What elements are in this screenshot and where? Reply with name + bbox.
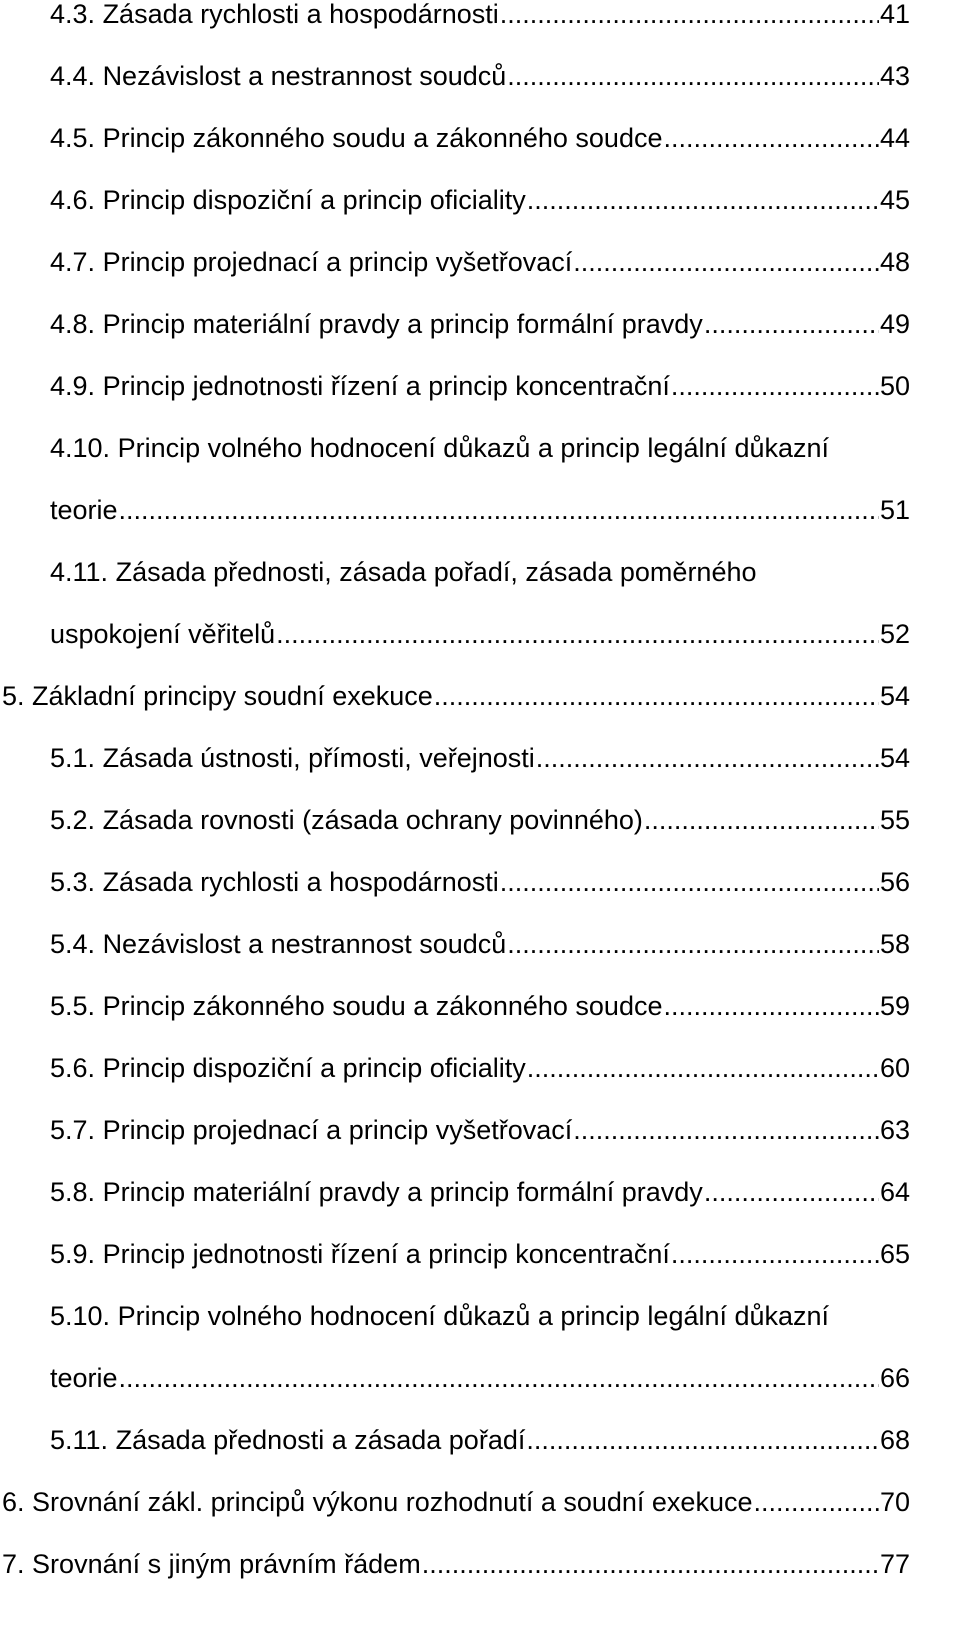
toc-title: Základní principy soudní exekuce: [32, 681, 433, 711]
toc-title: Zásada přednosti, zásada pořadí, zásada poměrného: [115, 557, 757, 587]
toc-leader: [276, 614, 879, 654]
toc-page: 54: [879, 743, 910, 773]
toc-leader: [527, 180, 879, 220]
toc-title: Srovnání s jiným právním řádem: [32, 1549, 421, 1579]
toc-entry[interactable]: [50, 56, 910, 96]
toc-title: Zásada přednosti a zásada pořadí: [115, 1425, 526, 1455]
toc-leader: [507, 56, 879, 96]
toc-leader: [663, 986, 878, 1026]
toc-leader: [671, 366, 879, 406]
toc-leader: [119, 490, 879, 530]
toc-entry[interactable]: [50, 118, 910, 158]
toc-number: 5.8.: [50, 1177, 96, 1207]
toc-number: 7.: [2, 1549, 25, 1579]
toc-number: 5.2.: [50, 805, 96, 835]
toc-entry[interactable]: [50, 924, 910, 964]
toc-number: 5.: [2, 681, 25, 711]
toc-title: Princip zákonného soudu a zákonného soudce: [102, 123, 663, 153]
toc-title: Princip projednací a princip vyšetřovací: [102, 247, 573, 277]
toc-leader: [573, 1110, 879, 1150]
toc-number: 5.11.: [50, 1425, 109, 1455]
toc-entry[interactable]: [50, 1172, 910, 1212]
toc-page: 59: [879, 991, 910, 1021]
toc-entry[interactable]: [50, 304, 910, 344]
toc-number: 4.11.: [50, 557, 109, 587]
toc-number: 6.: [2, 1487, 25, 1517]
toc-number: 5.3.: [50, 867, 96, 897]
toc-page: 51: [879, 495, 910, 525]
toc-entry[interactable]: [2, 1482, 910, 1522]
toc-title: Princip zákonného soudu a zákonného soudce: [102, 991, 663, 1021]
toc-title: Princip dispoziční a princip oficiality: [102, 185, 526, 215]
toc-entry-line2[interactable]: [50, 614, 910, 654]
toc-title: Nezávislost a nestrannost soudců: [102, 929, 507, 959]
toc-title: Princip volného hodnocení důkazů a princip legální důkazní: [117, 433, 830, 463]
toc-leader: [422, 1544, 879, 1584]
toc-page: 45: [879, 185, 910, 215]
toc-leader: [500, 0, 879, 34]
toc-entry[interactable]: [50, 366, 910, 406]
toc-page: 70: [879, 1487, 910, 1517]
toc-entry[interactable]: [50, 0, 910, 34]
toc-number: 5.7.: [50, 1115, 96, 1145]
toc-page: 64: [879, 1177, 910, 1207]
toc-number: 5.6.: [50, 1053, 96, 1083]
toc-page: 54: [879, 681, 910, 711]
toc-leader: [663, 118, 878, 158]
toc-entry-line2[interactable]: [50, 1358, 910, 1398]
toc-title: Princip volného hodnocení důkazů a princip legální důkazní: [117, 1301, 830, 1331]
toc-number: 5.9.: [50, 1239, 96, 1269]
toc-entry-line1[interactable]: [50, 428, 910, 468]
toc-page: 65: [879, 1239, 910, 1269]
toc-title-cont: teorie: [50, 1363, 118, 1393]
toc-page: 50: [879, 371, 910, 401]
toc-leader: [753, 1482, 878, 1522]
toc-entry[interactable]: [50, 1234, 910, 1274]
toc-title: Srovnání zákl. principů výkonu rozhodnutí a soudní exekuce: [32, 1487, 753, 1517]
toc-number: 5.5.: [50, 991, 96, 1021]
toc-leader: [573, 242, 879, 282]
toc-entry[interactable]: [50, 242, 910, 282]
toc-title-cont: uspokojení věřitelů: [50, 619, 276, 649]
toc-title: Zásada ústnosti, přímosti, veřejnosti: [102, 743, 535, 773]
toc-leader: [704, 304, 879, 344]
toc-title: Nezávislost a nestrannost soudců: [102, 61, 507, 91]
toc-title: Princip materiální pravdy a princip formální pravdy: [102, 309, 703, 339]
toc-title: Princip projednací a princip vyšetřovací: [102, 1115, 573, 1145]
toc-leader: [500, 862, 879, 902]
toc-entry-line1[interactable]: [50, 552, 910, 592]
toc-number: 4.8.: [50, 309, 96, 339]
toc-number: 4.9.: [50, 371, 96, 401]
toc-number: 4.6.: [50, 185, 96, 215]
toc-number: 4.5.: [50, 123, 96, 153]
toc-page: 56: [879, 867, 910, 897]
toc-entry[interactable]: [50, 738, 910, 778]
toc-page: 60: [879, 1053, 910, 1083]
toc-leader: [119, 1358, 879, 1398]
toc-entry[interactable]: [2, 676, 910, 716]
toc-page: 58: [879, 929, 910, 959]
toc-title: Princip materiální pravdy a princip formální pravdy: [102, 1177, 703, 1207]
toc-leader: [644, 800, 879, 840]
toc-entry-line1[interactable]: [50, 1296, 910, 1336]
toc-entry[interactable]: [50, 1048, 910, 1088]
toc-number: 4.7.: [50, 247, 96, 277]
toc-number: 4.10.: [50, 433, 111, 463]
toc-number: 5.1.: [50, 743, 96, 773]
toc-page: 48: [879, 247, 910, 277]
toc-page: 41: [879, 0, 910, 29]
toc-page: 68: [879, 1425, 910, 1455]
toc-entry[interactable]: [50, 1110, 910, 1150]
toc-number: 4.4.: [50, 61, 96, 91]
toc-page: 43: [879, 61, 910, 91]
toc-leader: [507, 924, 879, 964]
toc-entry[interactable]: [50, 800, 910, 840]
toc-page: 66: [879, 1363, 910, 1393]
toc-number: 4.3.: [50, 0, 96, 29]
toc-page: 49: [879, 309, 910, 339]
toc-title: Princip jednotnosti řízení a princip koncentrační: [102, 1239, 670, 1269]
toc-number: 5.10.: [50, 1301, 111, 1331]
toc-page: 63: [879, 1115, 910, 1145]
toc-entry[interactable]: [50, 180, 910, 220]
toc-title: Zásada rychlosti a hospodárnosti: [102, 0, 499, 29]
toc-leader: [704, 1172, 879, 1212]
toc-title: Princip dispoziční a princip oficiality: [102, 1053, 526, 1083]
toc-entry[interactable]: [50, 862, 910, 902]
toc-title: Princip jednotnosti řízení a princip koncentrační: [102, 371, 670, 401]
toc-title: Zásada rychlosti a hospodárnosti: [102, 867, 499, 897]
toc-leader: [434, 676, 879, 716]
toc-entry[interactable]: [2, 1544, 910, 1584]
toc-page: 52: [879, 619, 910, 649]
toc-entry[interactable]: [50, 1420, 910, 1460]
toc-leader: [527, 1048, 879, 1088]
toc-leader: [671, 1234, 879, 1274]
toc-leader: [536, 738, 879, 778]
toc-leader: [526, 1420, 879, 1460]
toc-entry-line2[interactable]: [50, 490, 910, 530]
toc-number: 5.4.: [50, 929, 96, 959]
toc-title-cont: teorie: [50, 495, 118, 525]
toc-page: 77: [879, 1549, 910, 1579]
toc-page: 44: [879, 123, 910, 153]
toc-entry[interactable]: [50, 986, 910, 1026]
toc-page: 55: [879, 805, 910, 835]
toc-title: Zásada rovnosti (zásada ochrany povinného): [102, 805, 643, 835]
